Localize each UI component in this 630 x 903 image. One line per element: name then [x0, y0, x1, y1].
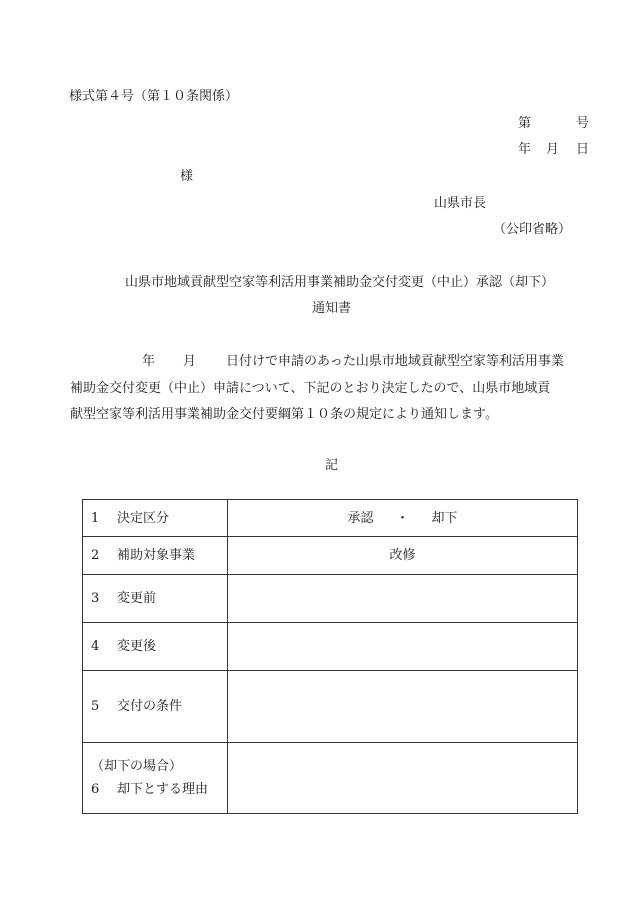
decision-separator: ・: [395, 510, 409, 526]
row-label: [83, 623, 228, 671]
row-label-text: 補助対象事業: [117, 548, 196, 563]
date-month: 月: [546, 142, 560, 157]
table-row: [83, 500, 578, 537]
ki-heading: 記: [325, 458, 339, 473]
rejection-reason-value: [228, 743, 578, 814]
table-row: [83, 537, 578, 575]
body-line-1-text: 日付けで申請のあった山県市地域貢献型空家等利活用事業: [226, 354, 564, 369]
recipient: 様: [180, 169, 194, 184]
date-year: 年: [518, 142, 532, 157]
form-number: 様式第４号（第１０条関係）: [69, 89, 239, 104]
decision-approve: 承認: [347, 510, 374, 526]
seal-note: （公印省略）: [493, 222, 572, 237]
row-label-text: 変更前: [117, 591, 157, 606]
row-label: [83, 575, 228, 623]
body-year: 年: [142, 354, 156, 369]
detail-table: [82, 499, 578, 814]
issuer: 山県市長: [434, 196, 487, 211]
row-number: 2: [91, 548, 100, 563]
body-month: 月: [183, 354, 197, 369]
document-title-line2: 通知書: [312, 301, 352, 316]
document-title-line1: 山県市地域貢献型空家等利活用事業補助金交付変更（中止）承認（却下）: [125, 275, 555, 290]
date-day: 日: [576, 142, 590, 157]
grant-conditions-value: [228, 671, 578, 743]
row-number: 6: [91, 782, 100, 797]
before-change-value: [228, 575, 578, 623]
body-line-3: 献型空家等利活用事業補助金交付要綱第１０条の規定により通知します。: [70, 407, 498, 422]
doc-number-suffix: 号: [576, 116, 590, 131]
doc-number-prefix: 第: [518, 116, 532, 131]
row-number: 4: [91, 639, 100, 654]
table-row: [83, 623, 578, 671]
row-label-text: 却下とする理由: [117, 782, 209, 797]
row-label: [83, 671, 228, 743]
row-label: [83, 743, 228, 814]
row-number: 3: [91, 591, 100, 606]
row-label-text: 交付の条件: [117, 699, 183, 714]
row-number: 1: [91, 510, 100, 526]
decision-reject: 却下: [431, 510, 458, 526]
row-label: [83, 537, 228, 575]
body-line-2: 補助金交付変更（中止）申請について、下記のとおり決定したので、山県市地域貢: [70, 381, 551, 396]
row-label-text: 決定区分: [117, 510, 170, 526]
table-row: [83, 575, 578, 623]
row-label-text: 変更後: [117, 639, 157, 654]
row-number: 5: [91, 699, 100, 714]
table-row: [83, 743, 578, 814]
row-sublabel: （却下の場合）: [91, 759, 183, 774]
row-label: [83, 500, 228, 537]
decision-value: [228, 500, 578, 537]
table-row: [83, 671, 578, 743]
project-type-value: 改修: [228, 537, 578, 575]
after-change-value: [228, 623, 578, 671]
